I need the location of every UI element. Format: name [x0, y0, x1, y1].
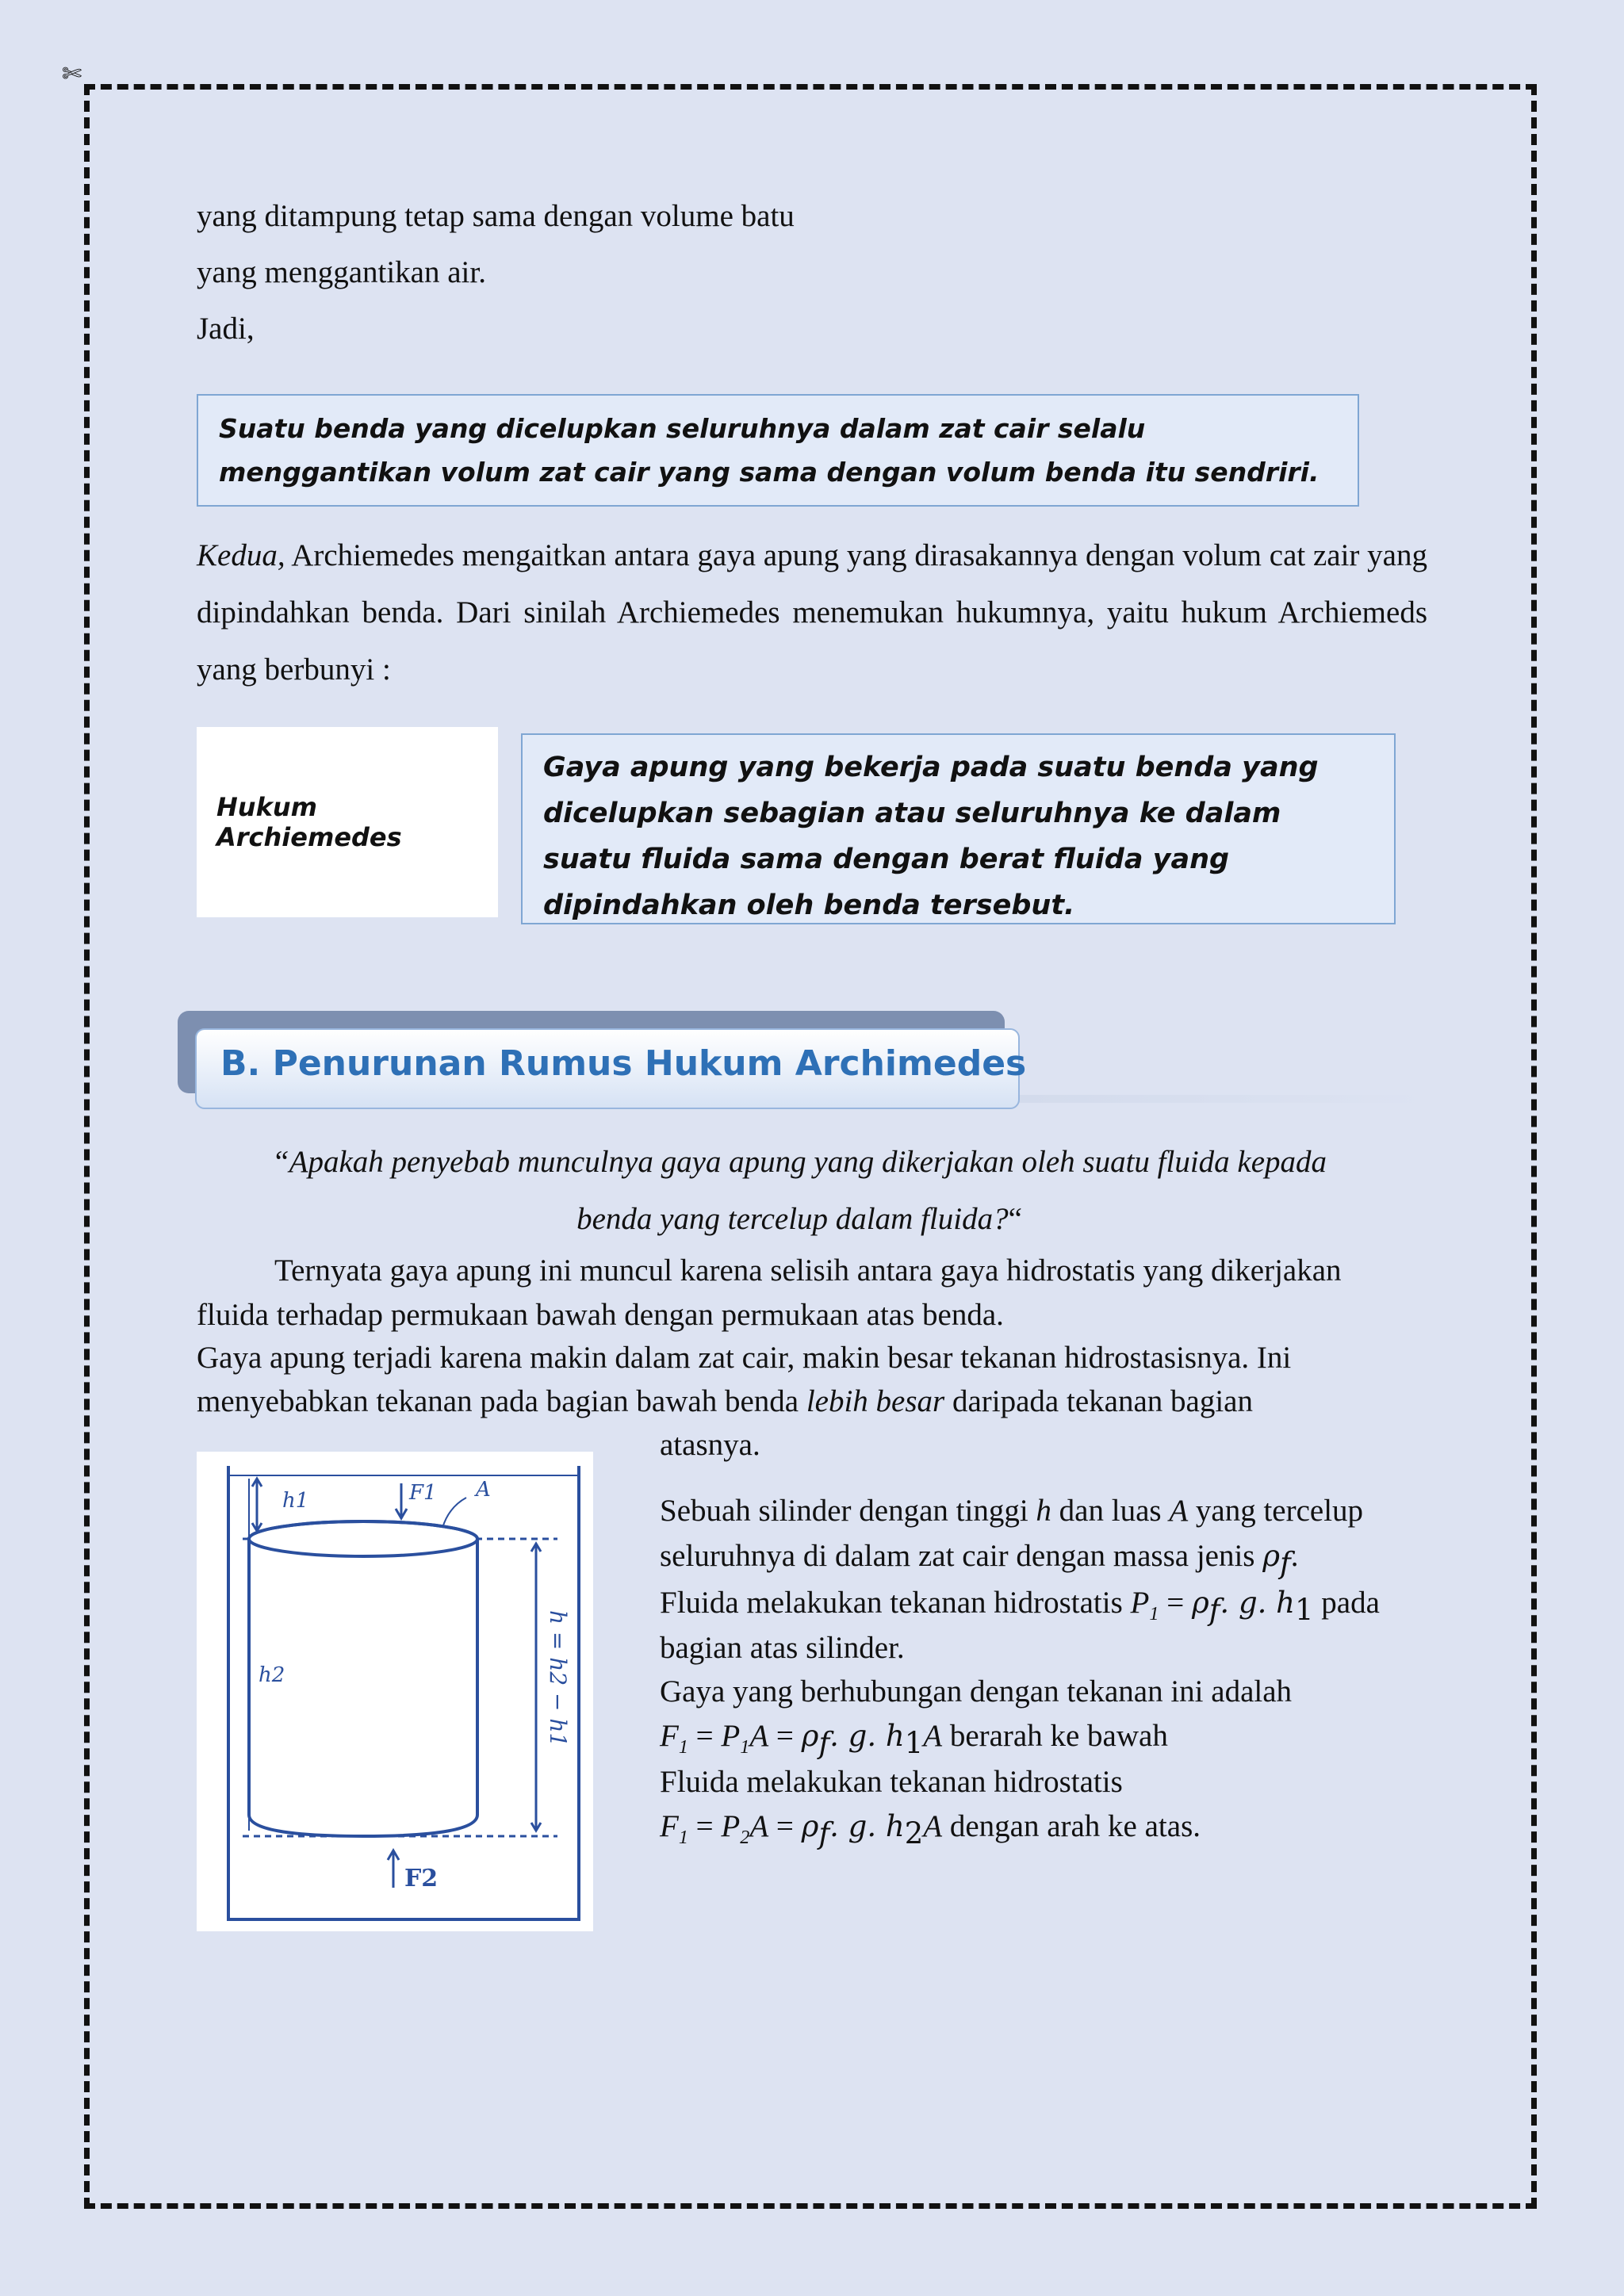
cyl-l3-hsub: 1: [1294, 1592, 1314, 1627]
kedua-lead: Kedua,: [197, 538, 285, 572]
paragraph-kedua: [197, 527, 1427, 698]
cyl-l8-F: F: [660, 1809, 679, 1843]
scissors-icon: ✄: [62, 60, 82, 88]
highlight-box: Suatu benda yang dicelupkan seluruhnya dalam zat cair selalu menggantikan volum zat cair yang sama dengan volum benda itu sendriri.: [197, 394, 1359, 507]
cyl-l6-eq1: =: [688, 1719, 722, 1753]
cyl-l6-rest: . g. h: [829, 1719, 905, 1753]
question-close-quote: “: [1008, 1202, 1022, 1236]
cyl-l6-P: P: [721, 1719, 741, 1753]
cyl-line-2: [660, 1533, 1298, 1586]
cyl-l6-rsub: f: [818, 1725, 830, 1760]
cyl-l8-rho: ρ: [801, 1809, 819, 1843]
cyl-l1-h: h: [1036, 1494, 1051, 1528]
section-title: B. Penurunan Rumus Hukum Archimedes: [220, 1043, 1027, 1084]
cyl-l3-eq: =: [1159, 1586, 1192, 1620]
cyl-line-5: Gaya yang berhubungan dengan tekanan ini adalah: [660, 1674, 1293, 1709]
cyl-l8-A: A: [749, 1809, 769, 1843]
cyl-l6-F: F: [660, 1719, 679, 1753]
cyl-l8-Fsub: 1: [678, 1826, 688, 1848]
cyl-l8-rsub: f: [818, 1816, 830, 1850]
cyl-l1-A: A: [1169, 1494, 1189, 1528]
p2-line2-a: menyebabkan tekanan pada bagian bawah benda: [197, 1384, 806, 1418]
explanation-p1-line1: Ternyata gaya apung ini muncul karena selisih antara gaya hidrostatis yang dikerjakan: [274, 1253, 1342, 1288]
question-line-2: [197, 1191, 1402, 1248]
explanation-p2-line2: [197, 1380, 1253, 1423]
cyl-l8-eq2: =: [768, 1809, 802, 1843]
cyl-l2-rho: ρ: [1262, 1539, 1280, 1573]
cyl-line-4: bagian atas silinder.: [660, 1631, 905, 1665]
intro-line-3: Jadi,: [197, 312, 255, 346]
cyl-l6-hsub: 1: [904, 1725, 924, 1760]
cyl-l6-b: berarah ke bawah: [942, 1719, 1168, 1753]
cyl-l3-fsub: f: [1208, 1592, 1220, 1627]
cyl-line-7: Fluida melakukan tekanan hidrostatis: [660, 1765, 1123, 1799]
cyl-line-1: [660, 1488, 1363, 1533]
cyl-l6-A: A: [749, 1719, 769, 1753]
cyl-l1-b: dan luas: [1051, 1494, 1170, 1528]
cyl-l2-end: .: [1290, 1539, 1299, 1573]
question-line-2-text: benda yang tercelup dalam fluida?: [576, 1202, 1009, 1236]
cyl-l6-Psub: 1: [740, 1735, 750, 1758]
cyl-l2-sub: f: [1280, 1545, 1291, 1580]
cylinder-diagram: [197, 1452, 593, 1931]
label-f1: F1: [409, 1481, 437, 1505]
p2-line2-emphasis: lebih besar: [806, 1384, 945, 1418]
cyl-l8-P: P: [721, 1809, 741, 1843]
cyl-line-8: [660, 1804, 1201, 1860]
question-line-1: “Apakah penyebab munculnya gaya apung yang dikerjakan oleh suatu fluida kepada: [271, 1145, 1327, 1179]
label-f2: F2: [404, 1865, 439, 1892]
cyl-l3-rho: ρ: [1191, 1586, 1209, 1620]
label-h2: h2: [259, 1663, 285, 1687]
cylinder-figure: [197, 1452, 593, 1931]
law-statement-box: Gaya apung yang bekerja pada suatu benda yang dicelupkan sebagian atau seluruhnya ke dalam suatu fluida sama dengan berat fluida yang dipindahkan oleh benda tersebut.: [521, 733, 1396, 924]
cyl-l3-b: pada: [1313, 1586, 1380, 1620]
cyl-l1-a: Sebuah silinder dengan tinggi: [660, 1494, 1036, 1528]
intro-line-2: yang menggantikan air.: [197, 255, 486, 289]
cyl-l2-a: seluruhnya di dalam zat cair dengan massa jenis: [660, 1539, 1263, 1573]
cyl-l8-A2: A: [923, 1809, 943, 1843]
cyl-l1-c: yang tercelup: [1188, 1494, 1364, 1528]
cyl-l3-P: P: [1130, 1586, 1150, 1620]
cyl-l3-Psub: 1: [1149, 1602, 1159, 1624]
label-a: A: [476, 1478, 491, 1502]
explanation-p1-line2: fluida terhadap permukaan bawah dengan permukaan atas benda.: [197, 1298, 1004, 1332]
cyl-l3-a: Fluida melakukan tekanan hidrostatis: [660, 1586, 1131, 1620]
question-quote: [197, 1134, 1402, 1248]
cyl-l6-Fsub: 1: [678, 1735, 688, 1758]
cyl-l8-b: dengan arah ke atas.: [942, 1809, 1201, 1843]
cyl-l6-rho: ρ: [801, 1719, 819, 1753]
explanation-p2-line3: atasnya.: [660, 1428, 760, 1462]
cyl-l3-rest: . g. h: [1220, 1586, 1295, 1620]
cyl-l8-eq1: =: [688, 1809, 722, 1843]
p2-line2-b: daripada tekanan bagian: [944, 1384, 1253, 1418]
cyl-l8-Psub: 2: [740, 1826, 750, 1848]
explanation-p2-line1: Gaya apung terjadi karena makin dalam zat cair, makin besar tekanan hidrostasisnya. Ini: [197, 1341, 1292, 1375]
cyl-l6-A2: A: [923, 1719, 943, 1753]
intro-line-1: yang ditampung tetap sama dengan volume batu: [197, 199, 795, 233]
label-h: h = h2 − h1: [545, 1610, 571, 1747]
label-h1: h1: [282, 1489, 309, 1513]
cyl-l8-rest: . g. h: [829, 1809, 905, 1843]
cyl-l6-eq2: =: [768, 1719, 802, 1753]
law-label: Hukum Archiemedes: [197, 727, 498, 917]
cyl-l8-hsub: 2: [904, 1816, 924, 1850]
kedua-text: Archiemedes mengaitkan antara gaya apung yang dirasakannya dengan volum cat zair yang dipindahkan benda. Dari sinilah Archiemedes menemukan hukumnya, yaitu hukum Archiemeds yang berbunyi :: [197, 538, 1427, 687]
